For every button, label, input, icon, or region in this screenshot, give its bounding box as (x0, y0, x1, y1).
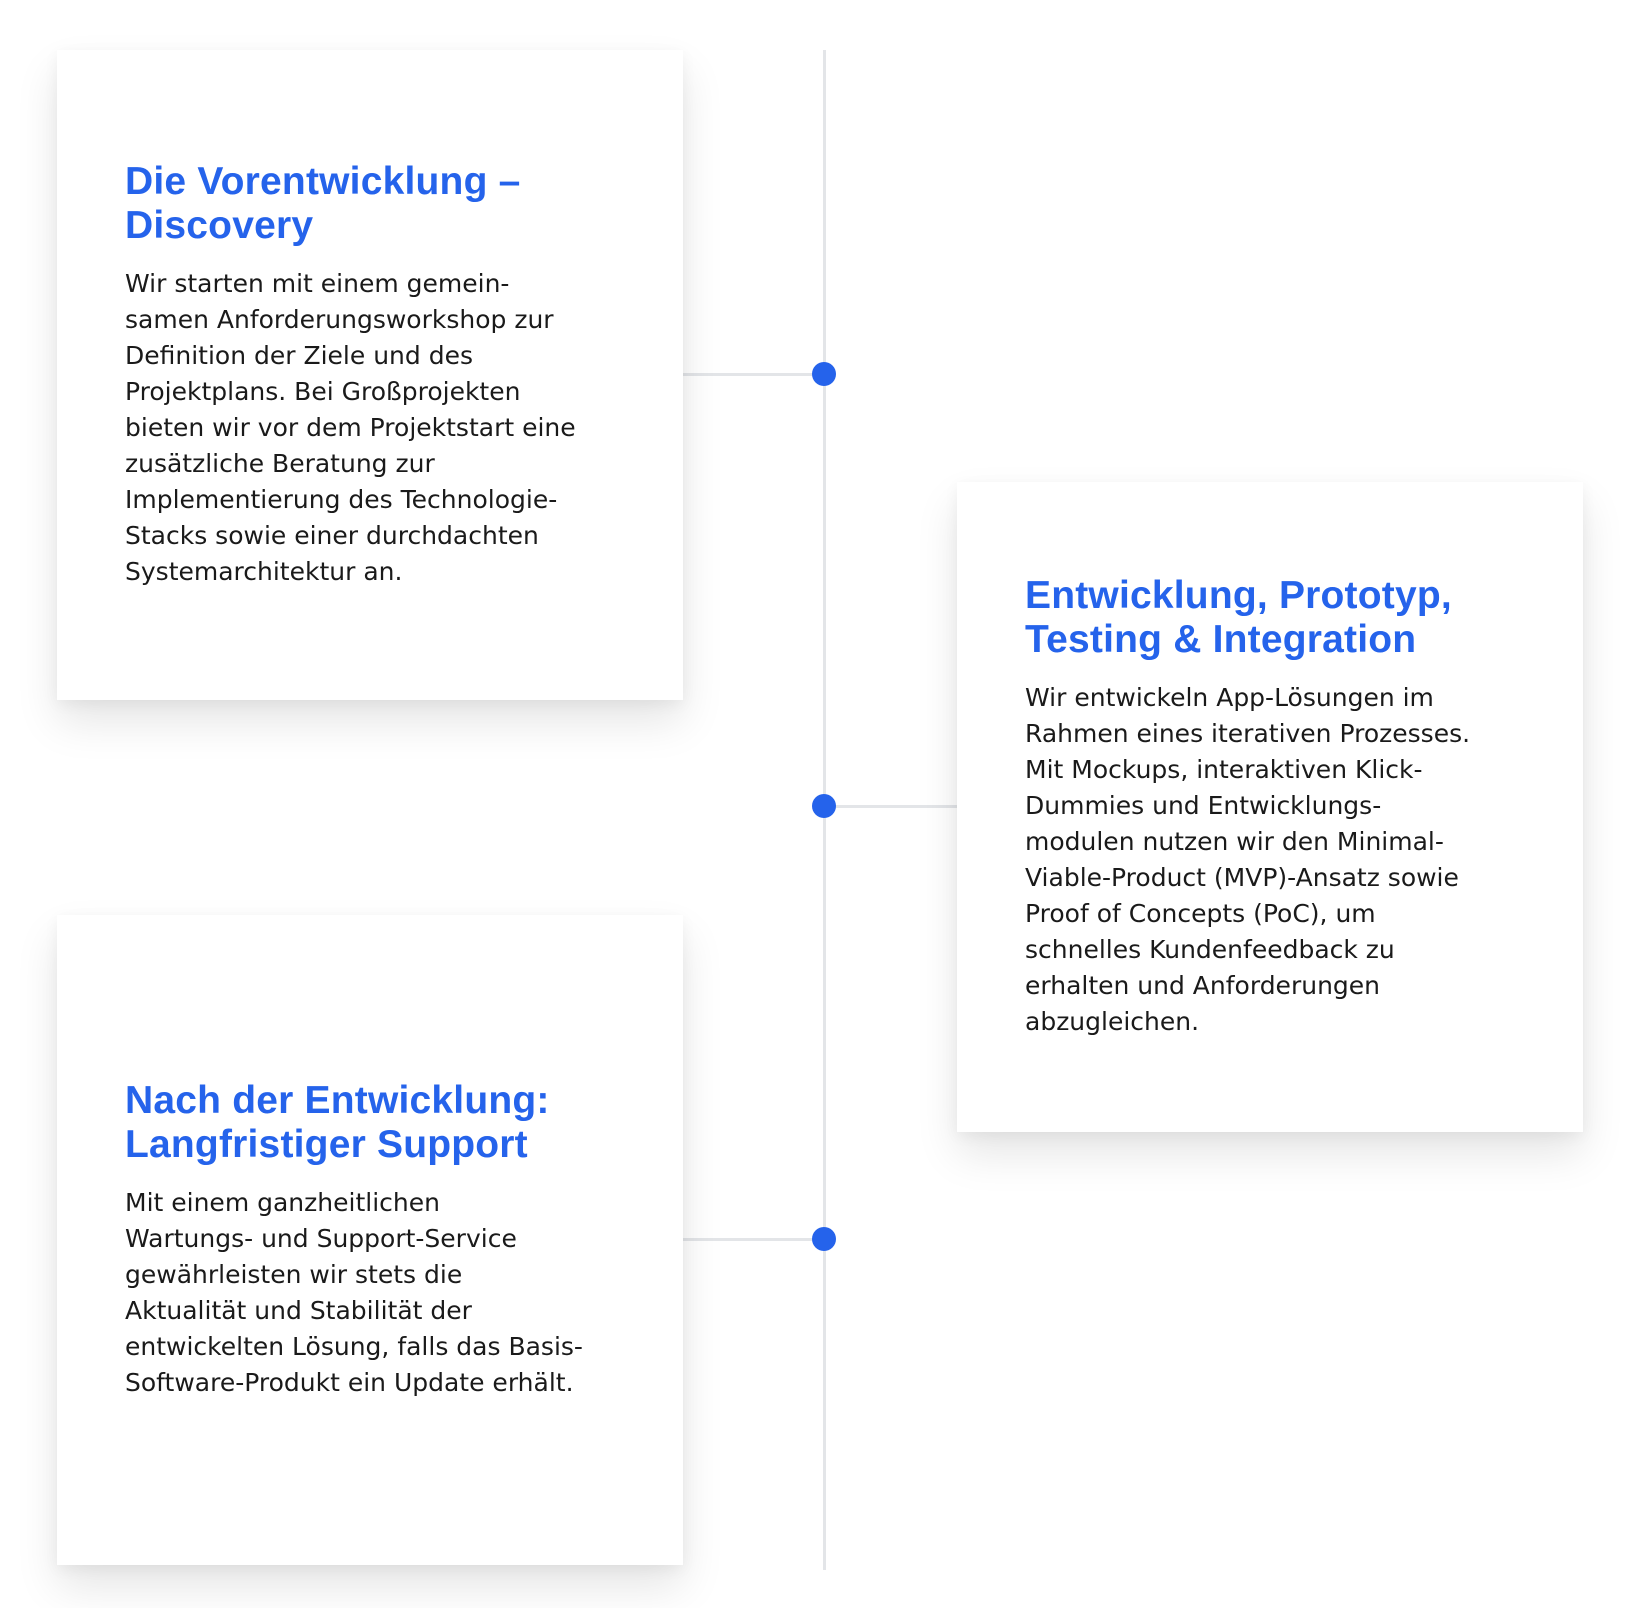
timeline-card-support (57, 915, 683, 1565)
card-title: Entwicklung, Prototyp, Testing & Integration (1025, 574, 1452, 661)
timeline-connector (683, 373, 823, 376)
card-description: Mit einem ganzheitlichen Wartungs- und Support-Service gewährleisten wir stets die Aktualität und Stabilität der entwickelten Lösung, falls das Basis- Software-Produkt ein Update erhält. (125, 1188, 583, 1397)
card-description: Wir entwickeln App-Lösungen im Rahmen eines iterativen Prozesses. Mit Mockups, interaktiven Klick- Dummies und Entwicklungs- modulen nutzen wir den Minimal- Viable-Product (MVP)-Ansatz sowie Proof of Concepts (PoC), um schnelles Kundenfeedback zu erhalten und Anforderungen abzugleichen. (1025, 683, 1471, 1036)
timeline-dot (812, 1227, 836, 1251)
timeline-connector (826, 805, 957, 808)
card-title: Die Vorentwicklung – Discovery (125, 160, 521, 247)
timeline-connector (683, 1238, 823, 1241)
card-title: Nach der Entwicklung: Langfristiger Support (125, 1079, 550, 1166)
timeline-dot (812, 794, 836, 818)
timeline-dot (812, 362, 836, 386)
card-description: Wir starten mit einem gemein- samen Anforderungsworkshop zur Definition der Ziele und des Projektplans. Bei Großprojekten bieten wir vor dem Projektstart eine zusätzliche Beratung zur Implementierung des Technologie- Stacks sowie einer durchdachten Systemarchitektur an. (125, 269, 576, 586)
timeline-card-discovery (57, 50, 683, 700)
timeline-card-development (957, 482, 1583, 1132)
